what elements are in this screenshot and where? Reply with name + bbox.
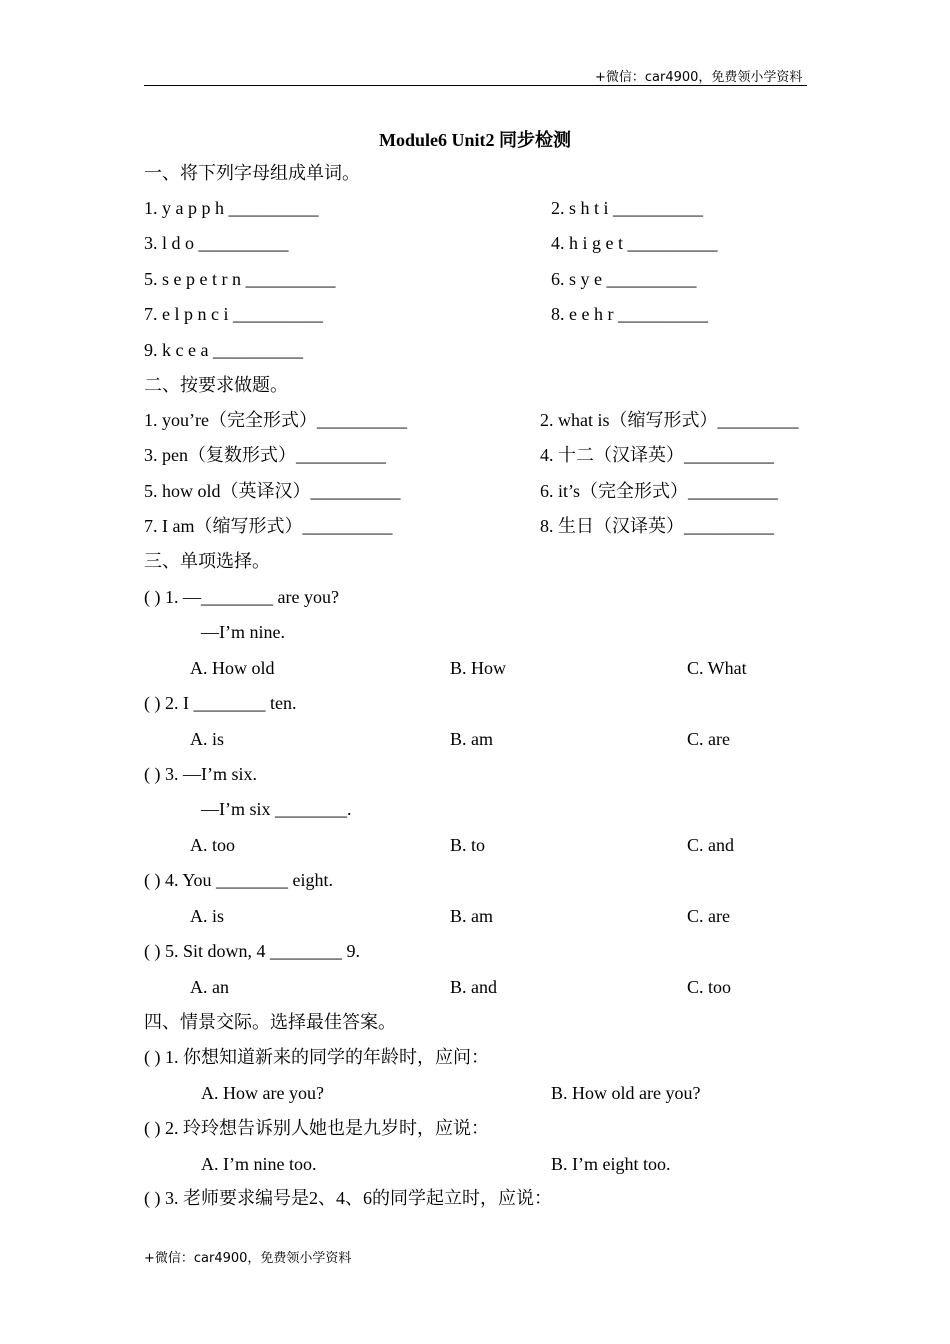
s3-q3-c: C. and (687, 835, 734, 855)
s3-q5-a: A. an (190, 977, 229, 997)
s1-item-2: 2. s h t i __________ (551, 198, 704, 218)
s3-q5: ( ) 5. Sit down, 4 ________ 9. (144, 941, 360, 961)
s4-q3: ( ) 3. 老师要求编号是2、4、6的同学起立时，应说： (144, 1188, 552, 1208)
s2-item-2: 2. what is（缩写形式）_________ (540, 410, 799, 430)
s2-item-8: 8. 生日（汉译英）__________ (540, 516, 774, 536)
s3-q4-a: A. is (190, 906, 225, 926)
section3-heading: 三、单项选择。 (144, 551, 270, 571)
s1-item-3: 3. l d o __________ (144, 233, 289, 253)
s1-item-4: 4. h i g e t __________ (551, 233, 718, 253)
s3-q5-b: B. and (450, 977, 497, 997)
s3-q5-c: C. too (687, 977, 732, 997)
footer-text: +微信：car4900，免费领小学资料 (144, 1251, 352, 1266)
section1-heading: 一、将下列字母组成单词。 (144, 163, 360, 183)
s3-q4-b: B. am (450, 906, 493, 926)
s1-item-9: 9. k c e a __________ (144, 340, 303, 360)
s4-q2-b: B. I’m eight too. (551, 1154, 671, 1174)
section2-heading: 二、按要求做题。 (144, 375, 288, 395)
s2-item-6: 6. it’s（完全形式）__________ (540, 481, 779, 501)
s2-item-1: 1. you’re（完全形式）__________ (144, 410, 407, 430)
s3-q1-b: B. How (450, 658, 507, 678)
s3-q4-c: C. are (687, 906, 730, 926)
s4-q1-b: B. How old are you? (551, 1083, 701, 1103)
section4-heading: 四、情景交际。选择最佳答案。 (144, 1012, 396, 1032)
s3-q1-c: C. What (687, 658, 747, 678)
s3-q4: ( ) 4. You ________ eight. (144, 870, 334, 890)
s1-item-1: 1. y a p p h __________ (144, 198, 319, 218)
s3-q3-b: B. to (450, 835, 486, 855)
s3-q1-a: A. How old (190, 658, 275, 678)
s2-item-4: 4. 十二（汉译英）__________ (540, 445, 774, 465)
s2-item-7: 7. I am（缩写形式）__________ (144, 516, 393, 536)
header-text: +微信：car4900，免费领小学资料 (595, 70, 803, 85)
s3-q3-a: A. too (190, 835, 235, 855)
s1-item-7: 7. e l p n c i __________ (144, 304, 323, 324)
s4-q1-a: A. How are you? (201, 1083, 324, 1103)
s3-q3-sub: —I’m six ________. (201, 799, 352, 819)
page-title: Module6 Unit2 同步检测 (378, 130, 571, 150)
header-rule (144, 85, 807, 86)
s3-q1: ( ) 1. —________ are you? (144, 587, 339, 607)
s1-item-5: 5. s e p e t r n __________ (144, 269, 336, 289)
s3-q3: ( ) 3. —I’m six. (144, 764, 257, 784)
s1-item-6: 6. s y e __________ (551, 269, 697, 289)
s3-q2-c: C. are (687, 729, 730, 749)
s1-item-8: 8. e e h r __________ (551, 304, 708, 324)
s2-item-5: 5. how old（英译汉）__________ (144, 481, 401, 501)
s4-q2: ( ) 2. 玲玲想告诉别人她也是九岁时，应说： (144, 1118, 489, 1138)
s3-q2-b: B. am (450, 729, 493, 749)
s4-q1: ( ) 1. 你想知道新来的同学的年龄时，应问： (144, 1047, 489, 1067)
s3-q1-sub: —I’m nine. (201, 622, 285, 642)
s4-q2-a: A. I’m nine too. (201, 1154, 317, 1174)
s3-q2-a: A. is (190, 729, 225, 749)
s3-q2: ( ) 2. I ________ ten. (144, 693, 297, 713)
s2-item-3: 3. pen（复数形式）__________ (144, 445, 386, 465)
